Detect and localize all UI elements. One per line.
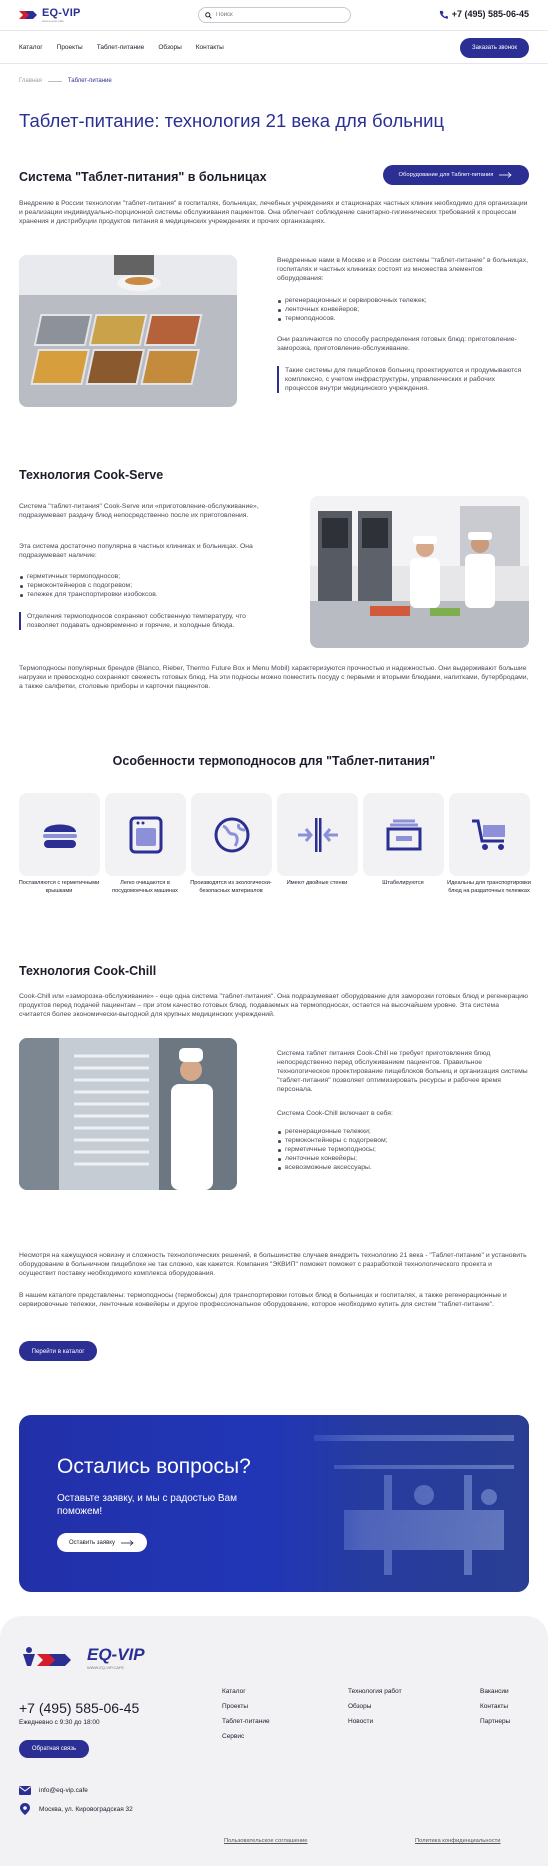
list-item: регенерационные тележки; — [277, 1127, 529, 1136]
footer-hours: Ежедневно с 9:30 до 18:00 — [19, 1719, 100, 1726]
section2-text3: Термоподносы популярных брендов (Blanco, Rieber, Thermo Future Box и Menu Mobil) характеризуются прочностью и надежностью. Они выдерживают большие нагрузки и превосходно сохраняют свежесть готовых блюд. На эти подносы можно поместить посуду с первыми и вторыми блюдами, напитками, бутербродами, а также салфетки, столовые приборы и карточки пациентов. — [19, 665, 529, 690]
kitchen-background-image — [274, 1415, 529, 1592]
breadcrumb-current: Таблет-питание — [67, 78, 112, 84]
section1-text1: Внедренные нами в Москве и в России системы "таблет-питание" в больницах, госпиталях и частных клиниках состоят из множества элементов оборудования: — [277, 257, 529, 282]
terms-link[interactable]: Пользовательское соглашение — [224, 1838, 308, 1844]
feature-card — [277, 793, 358, 876]
list-item: тележек для транспортировки изобоксов. — [19, 590, 269, 599]
location-pin-icon — [19, 1803, 31, 1815]
header-phone[interactable] — [439, 9, 529, 19]
section1-intro: Внедрение в России технологии "таблет-питания" в госпиталях, больницах, лечебных учреждениях и стационарах частных клиник необходимо для организации и реализации индивидуально-порционной системы обслуживания пациентов. Она облегчает соблюдение санитарно-гигиенических требований к процессам хранения и дистрибуции продуктов питания в медицинских учреждениях и прочих организациях. — [19, 200, 528, 225]
feature-label: Имеют двойные стенки — [286, 880, 348, 886]
section3-intro: Cook-Chill или «заморозка-обслуживание» - еще одна система "таблет-питания". Она подразумевает оборудование для заморозки готовых блюд и регенерацию продуктов перед подачей пациентам – при этом качество готовых блюд, подаваемых на термоподносах, остается на высочайшем уровне. Эта система считается более экономически-выгодной для крупных медицинских учреждений. — [19, 993, 529, 1018]
nav-divider — [0, 63, 548, 64]
closing-text1: Несмотря на кажущуюся новизну и сложность технологических решений, в большинстве случаев внедрить технологию 21 века - "Таблет-питание" и установить оборудование в больничном пищеблоке не так сложно, как кажется. Компания "ЭКВИП" поможет поможет с разработкой технологического проекта и осуществит поставку необходимого комплекса оборудования. — [19, 1252, 527, 1277]
leave-request-label: Оставить заявку — [69, 1539, 115, 1546]
list-item: термоконтейнеров с подогревом; — [19, 581, 269, 590]
main-nav — [0, 31, 548, 63]
nav-item-contacts[interactable]: Контакты — [195, 43, 224, 51]
footer-link-contacts[interactable]: Контакты — [480, 1703, 509, 1710]
section3-text1: Система таблет питания Cook-Chill не требует приготовления блюд непосредственно перед обслуживанием пациентов. Правильное технологическое проектирование пищеблоков больниц и организация системы "таблет-питания" позволяет оптимизировать ресурсы и рабочее время персонала. — [277, 1050, 528, 1093]
search-input[interactable] — [216, 12, 336, 18]
breadcrumb-home[interactable]: Главная — [19, 78, 42, 84]
footer — [0, 1616, 548, 1866]
nav-item-reviews[interactable]: Обзоры — [158, 43, 182, 51]
feature-card — [191, 793, 272, 876]
nav-item-projects[interactable]: Проекты — [56, 43, 83, 51]
feature-label: Поставляются с герметичными крышками — [18, 880, 100, 894]
list-item: регенерационных и сервировочных тележек; — [277, 296, 529, 305]
feature-label: Штабелируются — [382, 880, 424, 886]
section1-text2: Они различаются по способу распределения готовых блюд: приготовление-заморозка, приготовление-обслуживание. — [277, 336, 517, 352]
logo-text: EQ-VIP — [42, 7, 81, 19]
section3-title: Технология Cook-Chill — [19, 964, 157, 978]
feature-label: Легко очищаются в посудомоечных машинах — [112, 880, 178, 894]
footer-link-service[interactable]: Сервис — [222, 1733, 245, 1740]
search-icon — [205, 12, 212, 19]
logo[interactable] — [19, 7, 81, 23]
footer-address — [19, 1803, 133, 1815]
feature-label: Идеальны для транспортировки блюд на раздаточных тележках — [447, 880, 531, 894]
logo-mark-icon — [19, 8, 39, 22]
section3-list — [277, 1127, 529, 1172]
footer-phone[interactable]: +7 (495) 585-06-45 — [19, 1700, 140, 1716]
globe-icon — [213, 816, 251, 854]
contact-banner — [19, 1415, 529, 1592]
footer-link-reviews[interactable]: Обзоры — [348, 1703, 372, 1710]
footer-link-tablet-food[interactable]: Таблет-питание — [222, 1718, 270, 1725]
feature-card — [363, 793, 444, 876]
stack-tray-icon — [385, 817, 423, 853]
feature-label: Производятся из экологически-безопасных материалов — [190, 880, 272, 894]
logo-subtitle: www.eq-vip.cafe — [42, 19, 64, 23]
section2-text2: Эта система достаточно популярна в частных клиниках и больницах. Она подразумевает наличие: — [19, 543, 253, 559]
section1-quote: Такие системы для пищеблоков больниц проектируются и продумываются комплексно, с учетом инфраструктуры, управленческих и рабочих процессов внутри медицинского учреждения. — [277, 366, 529, 393]
photo-buffet-trays — [19, 255, 237, 407]
section1-title: Система "Таблет-питания" в больницах — [19, 170, 267, 184]
footer-logo-text: EQ-VIP — [87, 1644, 145, 1664]
mail-icon — [19, 1786, 31, 1795]
phone-icon — [439, 10, 448, 19]
footer-link-partners[interactable]: Партнеры — [480, 1718, 511, 1725]
feedback-button[interactable]: Обратная связь — [19, 1740, 89, 1758]
breadcrumb — [0, 78, 548, 84]
list-item: ленточные конвейеры; — [277, 1154, 529, 1163]
dishwasher-icon — [128, 816, 164, 854]
footer-link-news[interactable]: Новости — [348, 1718, 374, 1725]
burger-icon — [40, 818, 80, 852]
footer-address-text: Москва, ул. Кировоградская 32 — [39, 1805, 133, 1813]
footer-link-projects[interactable]: Проекты — [222, 1703, 249, 1710]
list-item: термоподносов. — [277, 314, 529, 323]
closing-text2: В нашем каталоге представлены: термоподносы (термобоксы) для транспортировки готовых блюд в больницах и госпиталях, а также регенерационные и сервировочные тележки, ленточные конвейеры и другое профессиональное оборудование, которое необходимо купить для систем "таблет-питание". — [19, 1292, 507, 1308]
leave-request-button[interactable] — [57, 1533, 147, 1552]
privacy-link[interactable]: Политика конфиденциальности — [415, 1838, 501, 1844]
footer-link-vacancies[interactable]: Вакансии — [480, 1688, 509, 1695]
feature-card — [19, 793, 100, 876]
feature-card — [449, 793, 530, 876]
arrow-right-icon — [121, 1540, 135, 1546]
footer-link-technology[interactable]: Технология работ — [348, 1688, 402, 1695]
section2-text1: Система "таблет-питания" Cook-Serve или «приготовление-обслуживание», подразумевает раздачу блюд непосредственно после их приготовления. — [19, 503, 259, 519]
breadcrumb-arrow-icon — [48, 81, 62, 82]
nav-item-tablet-food[interactable]: Таблет-питание — [96, 43, 145, 51]
features-title: Особенности термоподносов для "Таблет-питания" — [112, 754, 436, 768]
equipment-button-label: Оборудование для Таблет-питания — [398, 172, 494, 178]
header-phone-number: +7 (495) 585-06-45 — [451, 9, 529, 19]
page-title: Таблет-питание: технология 21 века для больниц — [19, 110, 445, 131]
nav-item-catalog[interactable]: Каталог — [19, 43, 43, 51]
footer-email-text: info@eq-vip.cafe — [39, 1787, 88, 1794]
double-wall-icon — [296, 816, 340, 854]
photo-cook-chill-trolley — [19, 1038, 237, 1190]
logo-mark-icon — [19, 1644, 83, 1670]
arrow-right-icon — [499, 172, 513, 178]
catalog-button[interactable]: Перейти в каталог — [19, 1341, 97, 1361]
footer-logo[interactable] — [19, 1644, 145, 1670]
cta-title: Остались вопросы? — [57, 1455, 251, 1478]
list-item: герметичные термоподносы; — [277, 1145, 529, 1154]
list-item: термоконтейнеры с подогревом; — [277, 1136, 529, 1145]
search-box[interactable] — [198, 7, 351, 23]
footer-logo-sub: WWW.EQ-VIP.CAFE — [87, 1664, 125, 1670]
cta-subtitle: Оставьте заявку, и мы с радостью Вам поможем! — [57, 1493, 237, 1517]
photo-chefs-kitchen — [310, 496, 529, 648]
section3-text2: Система Cook-Chill включает в себя: — [277, 1110, 393, 1117]
section2-quote: Отделения термоподносов сохраняют собственную температуру, что позволяет подавать одновременно и горячие, и холодные блюда. — [19, 612, 269, 630]
section2-title: Технология Cook-Serve — [19, 468, 164, 482]
footer-link-catalog[interactable]: Каталог — [222, 1688, 246, 1695]
list-item: всевозможные аксессуары. — [277, 1163, 529, 1172]
section1-list — [277, 296, 529, 323]
top-bar — [0, 0, 548, 30]
list-item: герметичных термоподносов; — [19, 572, 269, 581]
equipment-button[interactable] — [383, 165, 529, 185]
list-item: ленточных конвейеров; — [277, 305, 529, 314]
section2-list — [19, 572, 269, 599]
feature-card — [105, 793, 186, 876]
footer-email[interactable] — [19, 1786, 88, 1795]
cart-icon — [470, 817, 510, 853]
callback-button[interactable]: Заказать звонок — [460, 38, 529, 58]
